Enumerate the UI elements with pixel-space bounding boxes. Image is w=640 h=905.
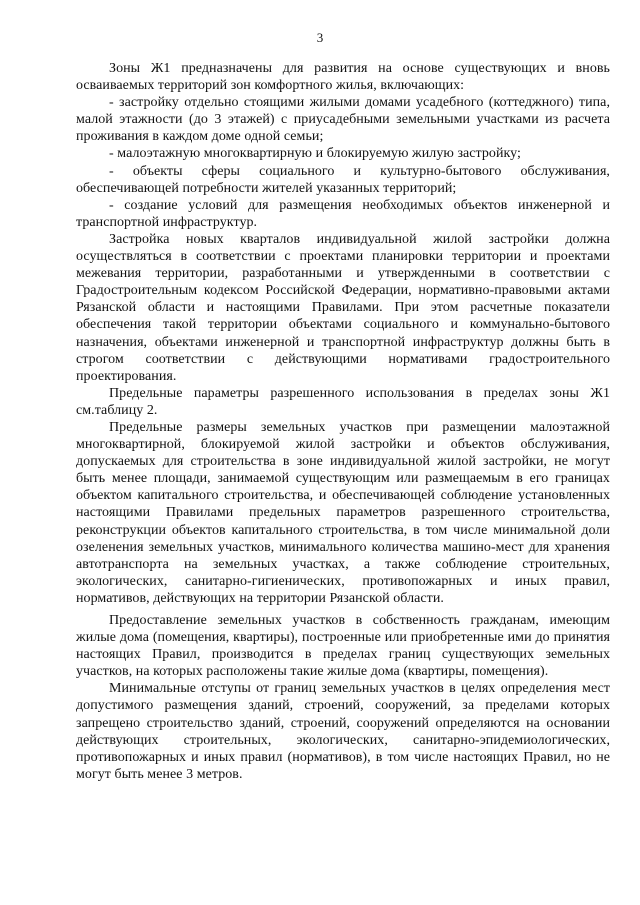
list-item-low-rise-housing: - малоэтажную многоквартирную и блокируемую жилую застройку; [109, 146, 521, 162]
list-item-infrastructure: - создание условий для размещения необходимых объектов инженерной и транспортной инфраструктур. [76, 197, 610, 230]
list-item-social-facilities: - объекты сферы социального и культурно-бытового обслуживания, обеспечивающей потребности жителей указанных территорий; [76, 163, 610, 196]
paragraph-minimum-setbacks: Минимальные отступы от границ земельных участков в целях определения мест допустимого размещения зданий, строений, сооружений, за пределами которых запрещено строительство зданий, строений, сооружений определяются на основании действующих строительных, экологических, санитарно-эпидемиологических, противопожарных и иных правил (нормативов), в том числе настоящих Правил, но не могут быть менее 3 метров. [76, 681, 610, 782]
paragraph-zone-purpose: Зоны Ж1 предназначены для развития на основе существующих и вновь осваиваемых территорий зон комфортного жилья, включающих: [76, 61, 610, 94]
document-body [76, 60, 610, 783]
paragraph-plot-sizes: Предельные размеры земельных участков при размещении малоэтажной многоквартирной, блокируемой жилой застройки и объектов обслуживания, допускаемых для строительства в зоне индивидуальной жилой застройки, не могут быть менее площади, занимаемой существующим или размещаемым в его границах объектом капитального строительства, и обеспечивающей соблюдение установленных настоящими Правилами предельных параметров разрешенного строительства, реконструкции объектов капитального строительства, в том числе минимальной доли озеленения земельных участков, минимального количества машино-мест для хранения автотранспорта на земельных участках, а также соблюдение строительных, экологических, санитарно-гигиенических, противопожарных и иных правил, нормативов, действующих на территории Рязанской области. [76, 419, 610, 606]
paragraph-limit-parameters: Предельные параметры разрешенного использования в пределах зоны Ж1 см.таблицу 2. [76, 385, 610, 418]
paragraph-land-ownership: Предоставление земельных участков в собственность гражданам, имеющим жилые дома (помещения, квартиры), построенные или приобретенные ими до принятия настоящих Правил, производится в пределах границ существующих земельных участков, на которых расположены такие жилые дома (квартиры, помещения). [76, 613, 610, 680]
list-item-detached-houses: - застройку отдельно стоящими жилыми домами усадебного (коттеджного) типа, малой этажности (до 3 этажей) с приусадебными земельными участками из расчета проживания в каждом доме одной семьи; [76, 95, 610, 145]
page-number: 3 [316, 30, 324, 45]
paragraph-new-quarters: Застройка новых кварталов индивидуальной жилой застройки должна осуществляться в соответствии с проектами планировки территории и проектами межевания территории, разработанными и утвержденными в соответствии с Градостроительным кодексом Российской Федерации, нормативно-правовыми актами Рязанской области и настоящими Правилами. При этом расчетные показатели обеспечения такой территории объектами социального и коммунально-бытового назначения, объектами инженерной и транспортной инфраструктур должны быть в строгом соответствии с действующими нормативами градостроительного проектирования. [76, 231, 610, 384]
